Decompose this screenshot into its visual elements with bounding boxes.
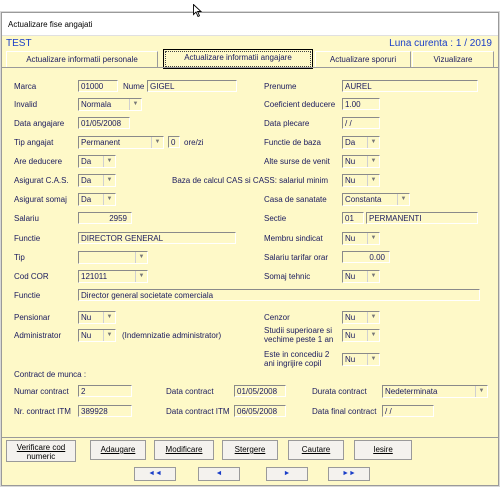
- functie-cor-label: Functie: [14, 291, 41, 300]
- ore-zi-field[interactable]: 0: [168, 136, 180, 148]
- cenzor-label: Cenzor: [264, 313, 290, 322]
- verificare-line-2: numeric: [26, 452, 56, 461]
- administrator-label: Administrator: [14, 331, 62, 340]
- first-icon: ◄◄: [148, 470, 162, 477]
- tip-select[interactable]: [78, 251, 148, 264]
- prenume-label: Prenume: [264, 82, 297, 91]
- chevron-down-icon[interactable]: ▼: [367, 233, 379, 244]
- studii-label-2: vechime peste 1 an: [264, 335, 334, 344]
- functie-baza-value: Da: [345, 138, 356, 147]
- data-angajare-label: Data angajare: [14, 119, 65, 128]
- alte-surse-select[interactable]: [342, 155, 380, 168]
- data-contract-label: Data contract: [166, 387, 214, 396]
- chevron-down-icon[interactable]: ▼: [103, 312, 115, 323]
- stergere-button[interactable]: [222, 440, 278, 460]
- invalid-value: Normala: [81, 100, 112, 109]
- numar-contract-label: Numar contract: [14, 387, 69, 396]
- chevron-down-icon[interactable]: ▼: [129, 99, 141, 110]
- durata-contract-select[interactable]: [382, 385, 488, 398]
- verificare-line-1: Verificare cod: [16, 443, 66, 452]
- functie-baza-select[interactable]: [342, 136, 380, 149]
- casa-sanatate-label: Casa de sanatate: [264, 195, 327, 204]
- tip-angajat-value: Permanent: [81, 138, 121, 147]
- studii-label-1: Studii superioare si: [264, 326, 333, 335]
- coeficient-label: Coeficient deducere: [264, 100, 336, 109]
- concediu-label-1: Este in concediu 2: [264, 350, 330, 359]
- prev-record-button[interactable]: [198, 467, 240, 481]
- data-angajare-field[interactable]: 01/05/2008: [78, 117, 130, 129]
- marca-field[interactable]: 01000: [78, 80, 118, 92]
- pensionar-value: Nu: [81, 313, 92, 322]
- casa-sanatate-value: Constanta: [345, 195, 382, 204]
- modificare-button[interactable]: [154, 440, 214, 460]
- alte-surse-label: Alte surse de venit: [264, 157, 330, 166]
- administrator-select[interactable]: [78, 329, 116, 342]
- adaugare-label: Adaugare: [100, 445, 136, 454]
- membru-sindicat-label: Membru sindicat: [264, 234, 323, 243]
- sectie-name-field[interactable]: PERMANENTI: [366, 212, 478, 224]
- tab-informatii-personale[interactable]: Actualizare informatii personale: [6, 51, 158, 68]
- tab-divider: [2, 67, 498, 68]
- chevron-down-icon[interactable]: ▼: [103, 156, 115, 167]
- cod-cor-label: Cod COR: [14, 272, 49, 281]
- sectie-code-field[interactable]: 01: [342, 212, 364, 224]
- data-final-label: Data final contract: [312, 407, 377, 416]
- chevron-down-icon[interactable]: ▼: [397, 194, 409, 205]
- prenume-field[interactable]: AUREL: [342, 80, 478, 92]
- asigurat-somaj-value: Da: [81, 195, 92, 204]
- modificare-label: Modificare: [165, 445, 203, 454]
- asigurat-somaj-label: Asigurat somaj: [14, 195, 67, 204]
- chevron-down-icon[interactable]: ▼: [151, 137, 163, 148]
- chevron-down-icon[interactable]: ▼: [367, 156, 379, 167]
- data-final-field[interactable]: / /: [382, 405, 434, 417]
- data-itm-label: Data contract ITM: [166, 407, 230, 416]
- data-itm-field[interactable]: 06/05/2008: [234, 405, 286, 417]
- pensionar-label: Pensionar: [14, 313, 51, 322]
- administrator-value: Nu: [81, 331, 92, 340]
- asigurat-cas-value: Da: [81, 176, 92, 185]
- tab-informatii-angajare[interactable]: Actualizare informatii angajare: [163, 49, 313, 69]
- durata-contract-label: Durata contract: [312, 387, 367, 396]
- nr-itm-label: Nr. contract ITM: [14, 407, 71, 416]
- chevron-down-icon[interactable]: ▼: [367, 354, 379, 365]
- invalid-label: Invalid: [14, 100, 38, 109]
- next-record-button[interactable]: [266, 467, 308, 481]
- baza-calcul-value: Nu: [345, 176, 356, 185]
- salariu-orar-label: Salariu tarifar orar: [264, 253, 329, 262]
- cod-cor-value: 121011: [81, 272, 108, 281]
- asigurat-cas-label: Asigurat C.A.S.: [14, 176, 69, 185]
- chevron-down-icon[interactable]: ▼: [367, 137, 379, 148]
- chevron-down-icon[interactable]: ▼: [135, 271, 147, 282]
- chevron-down-icon[interactable]: ▼: [367, 312, 379, 323]
- nr-itm-field[interactable]: 389928: [78, 405, 132, 417]
- concediu-select[interactable]: [342, 353, 380, 366]
- administrator-note: (Indemnizatie administrator): [122, 331, 222, 340]
- somaj-tehnic-select[interactable]: [342, 270, 380, 283]
- window-title: Actualizare fise angajati: [8, 20, 93, 29]
- chevron-down-icon[interactable]: ▼: [367, 330, 379, 341]
- asigurat-somaj-select[interactable]: [78, 193, 116, 206]
- membru-sindicat-select[interactable]: [342, 232, 380, 245]
- cenzor-select[interactable]: [342, 311, 380, 324]
- contract-title: Contract de munca :: [14, 370, 87, 379]
- are-deducere-select[interactable]: [78, 155, 116, 168]
- stergere-label: Stergere: [234, 445, 266, 454]
- salariu-orar-field[interactable]: 0.00: [342, 251, 390, 263]
- functie-cor-field[interactable]: Director general societate comerciala: [78, 289, 480, 301]
- functie-label: Functie: [14, 234, 41, 243]
- nume-field[interactable]: GIGEL: [147, 80, 237, 92]
- last-icon: ►►: [342, 470, 356, 477]
- chevron-down-icon[interactable]: ▼: [475, 386, 487, 397]
- chevron-down-icon[interactable]: ▼: [103, 330, 115, 341]
- data-plecare-label: Data plecare: [264, 119, 310, 128]
- chevron-down-icon[interactable]: ▼: [367, 175, 379, 186]
- verificare-cod-button[interactable]: [6, 440, 76, 462]
- ore-zi-label: ore/zi: [184, 138, 204, 147]
- coeficient-field[interactable]: 1.00: [342, 98, 380, 110]
- studii-value: Nu: [345, 331, 356, 340]
- iesire-label: Iesire: [373, 445, 393, 454]
- tip-label: Tip: [14, 253, 25, 262]
- are-deducere-value: Da: [81, 157, 92, 166]
- data-plecare-field[interactable]: / /: [342, 117, 380, 129]
- last-record-button[interactable]: [328, 467, 370, 481]
- chevron-down-icon[interactable]: ▼: [367, 271, 379, 282]
- membru-sindicat-value: Nu: [345, 234, 356, 243]
- title-bar: [2, 13, 498, 36]
- chevron-down-icon[interactable]: ▼: [103, 194, 115, 205]
- pensionar-select[interactable]: [78, 311, 116, 324]
- concediu-label-2: ani ingrijire copil: [264, 359, 322, 368]
- chevron-down-icon[interactable]: ▼: [135, 252, 147, 263]
- current-month: Luna curenta : 1 / 2019: [389, 38, 492, 49]
- alte-surse-value: Nu: [345, 157, 356, 166]
- cautare-button[interactable]: [288, 440, 344, 460]
- asigurat-cas-select[interactable]: [78, 174, 116, 187]
- marca-label: Marca: [14, 82, 37, 91]
- prev-icon: ◄: [215, 470, 223, 477]
- first-record-button[interactable]: [134, 467, 176, 481]
- cod-cor-select[interactable]: [78, 270, 148, 283]
- somaj-tehnic-value: Nu: [345, 272, 356, 281]
- are-deducere-label: Are deducere: [14, 157, 63, 166]
- sectie-label: Sectie: [264, 214, 287, 223]
- chevron-down-icon[interactable]: ▼: [103, 175, 115, 186]
- somaj-tehnic-label: Somaj tehnic: [264, 272, 311, 281]
- cenzor-value: Nu: [345, 313, 356, 322]
- salariu-field[interactable]: 2959: [78, 212, 132, 224]
- next-icon: ►: [283, 470, 291, 477]
- concediu-value: Nu: [345, 355, 356, 364]
- adaugare-button[interactable]: [90, 440, 146, 460]
- tip-angajat-label: Tip angajat: [14, 138, 54, 147]
- nume-label: Nume: [123, 82, 145, 91]
- studii-select[interactable]: [342, 329, 380, 342]
- baza-calcul-label: Baza de calcul CAS si CASS: salariul minim: [172, 176, 329, 185]
- tab-sporuri[interactable]: Actualizare sporuri: [315, 51, 411, 68]
- tab-vizualizare[interactable]: Vizualizare: [412, 51, 494, 68]
- main-window: [1, 12, 499, 486]
- numar-contract-field[interactable]: 2: [78, 385, 132, 397]
- invalid-select[interactable]: [78, 98, 142, 111]
- tip-angajat-select[interactable]: [78, 136, 164, 149]
- button-divider: [2, 437, 498, 438]
- functie-baza-label: Functie de baza: [264, 138, 321, 147]
- salariu-label: Salariu: [14, 214, 39, 223]
- iesire-button[interactable]: [354, 440, 412, 460]
- data-contract-field[interactable]: 01/05/2008: [234, 385, 286, 397]
- baza-calcul-select[interactable]: [342, 174, 380, 187]
- functie-field[interactable]: DIRECTOR GENERAL: [78, 232, 236, 244]
- durata-contract-value: Nedeterminata: [385, 387, 438, 396]
- company-name: TEST: [6, 38, 32, 49]
- casa-sanatate-select[interactable]: [342, 193, 410, 206]
- mouse-cursor-icon: [193, 4, 202, 17]
- cautare-label: Cautare: [301, 445, 331, 454]
